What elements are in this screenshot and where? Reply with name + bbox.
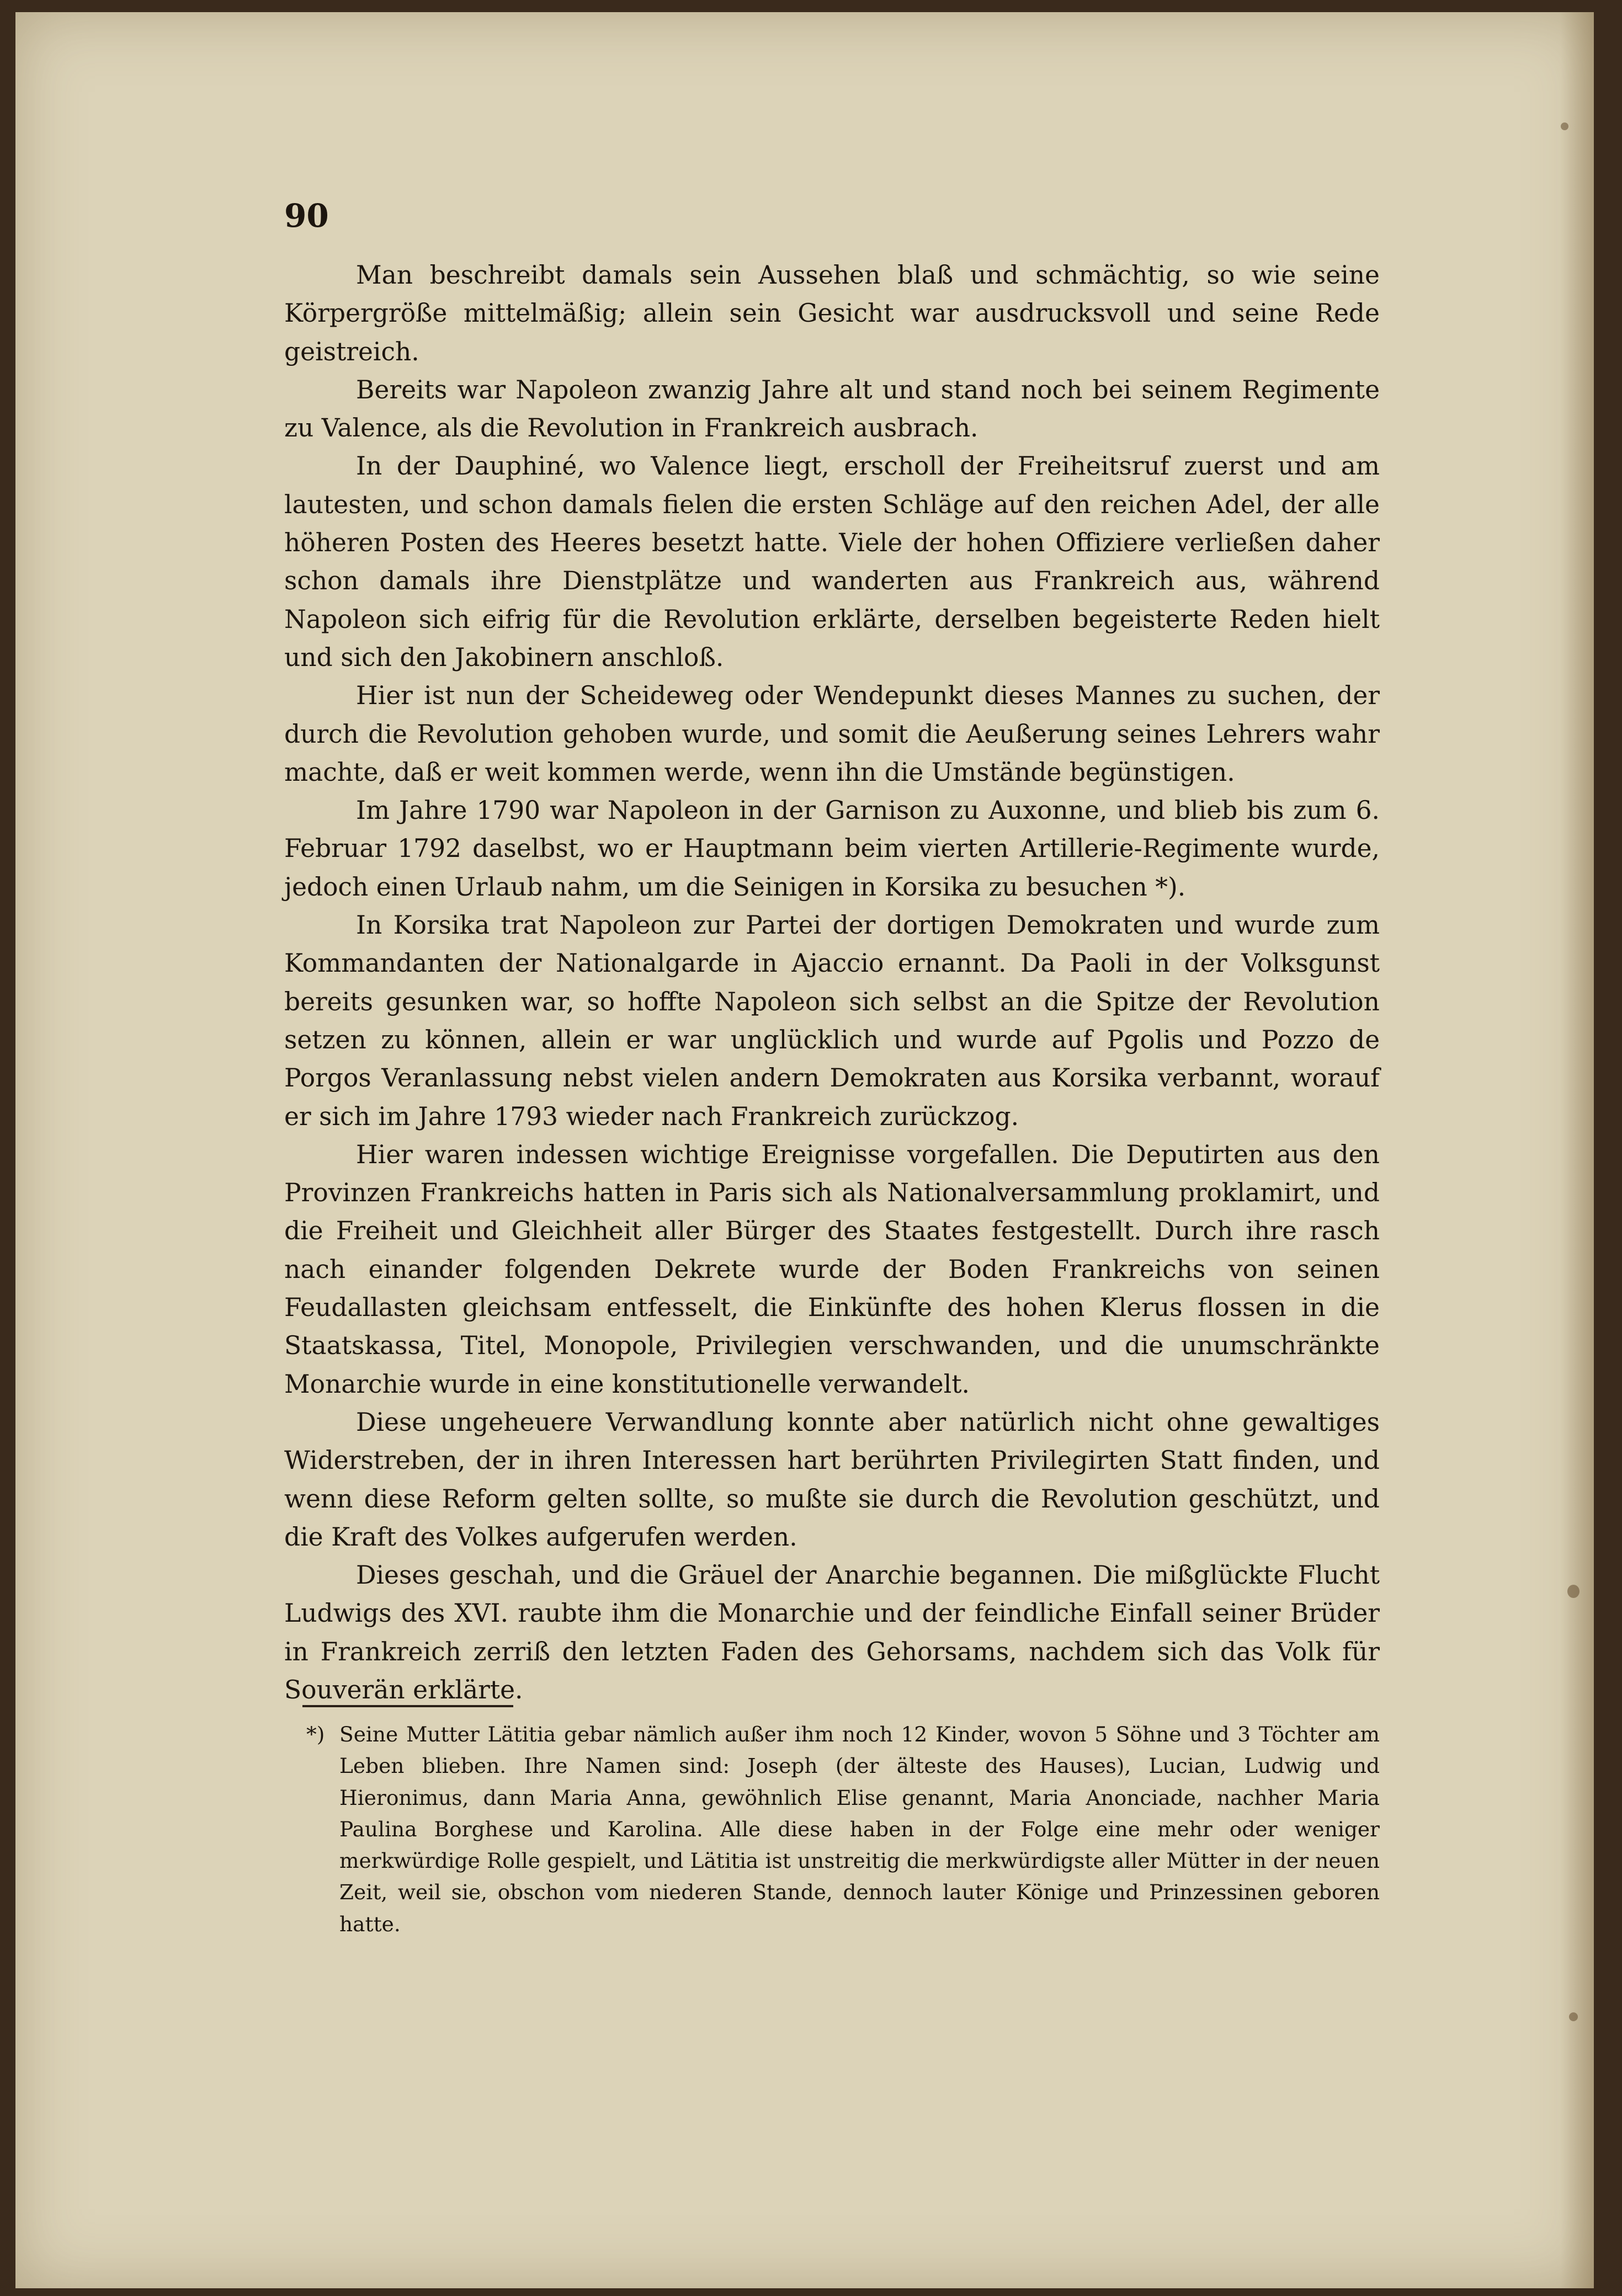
page-gutter-shadow xyxy=(1561,12,1594,2288)
paragraph: In der Dauphiné, wo Valence liegt, erscholl der Freiheitsruf zuerst und am lautesten, und schon damals fielen die ersten Schläge auf den reichen Adel, der alle höheren Posten des Heeres besetzt hatte. Viele der hohen Offiziere verließen daher schon damals ihre Dienstplätze und wanderten aus Frankreich aus, während Napoleon sich eifrig für die Revolution erklärte, derselben begeisterte Reden hielt und sich den Jakobinern anschloß. xyxy=(284,451,1380,672)
footnote-divider xyxy=(302,1705,513,1707)
main-text xyxy=(284,256,1380,1709)
paragraph: Dieses geschah, und die Gräuel der Anarchie begannen. Die mißglückte Flucht Ludwigs des XVI. raubte ihm die Monarchie und der feindliche Einfall seiner Brüder in Frankreich zerriß den letzten Faden des Gehorsams, nachdem sich das Volk für Souverän erklärte. xyxy=(284,1560,1380,1704)
footnote-text: Seine Mutter Lätitia gebar nämlich außer ihm noch 12 Kinder, wovon 5 Söhne und 3 Töchter am Leben blieben. Ihre Namen sind: Joseph (der älteste des Hauses), Lucian, Ludwig und Hieronimus, dann Maria Anna, gewöhnlich Elise genannt, Maria Anonciade, nachher Maria Paulina Borghese und Karolina. Alle diese haben in der Folge eine mehr oder weniger merkwürdige Rolle gespielt, und Lätitia ist unstreitig die merkwürdigste aller Mütter in der neuen Zeit, weil sie, obschon vom niederen Stande, dennoch lauter Könige und Prinzessinen geboren hatte. xyxy=(339,1722,1380,1936)
paragraph: Hier ist nun der Scheideweg oder Wendepunkt dieses Mannes zu suchen, der durch die Revolution gehoben wurde, und somit die Aeußerung seines Lehrers wahr machte, daß er weit kommen werde, wenn ihn die Umstände begünstigen. xyxy=(284,681,1380,787)
paragraph: In Korsika trat Napoleon zur Partei der dortigen Demokraten und wurde zum Kommandanten der Nationalgarde in Ajaccio ernannt. Da Paoli in der Volksgunst bereits gesunken war, so hoffte Napoleon sich selbst an die Spitze der Revolution setzen zu können, allein er war unglücklich und wurde auf Pgolis und Pozzo de Porgos Veranlassung nebst vielen andern Demokraten aus Korsika verbannt, worauf er sich im Jahre 1793 wieder nach Frankreich zurückzog. xyxy=(284,910,1380,1131)
paragraph: Man beschreibt damals sein Aussehen blaß und schmächtig, so wie seine Körpergröße mittelmäßig; allein sein Gesicht war ausdrucksvoll und seine Rede geistreich. xyxy=(284,260,1380,366)
paragraph: Im Jahre 1790 war Napoleon in der Garnison zu Auxonne, und blieb bis zum 6. Februar 1792 daselbst, wo er Hauptmann beim vierten Artillerie-Regimente wurde, jedoch einen Urlaub nahm, um die Seinigen in Korsika zu besuchen *). xyxy=(284,796,1380,902)
paragraph: Diese ungeheuere Verwandlung konnte aber natürlich nicht ohne gewaltiges Widerstreben, der in ihren Interessen hart berührten Privilegirten Statt finden, und wenn diese Reform gelten sollte, so mußte sie durch die Revolution geschützt, und die Kraft des Volkes aufgerufen werden. xyxy=(284,1407,1380,1552)
paragraph: Hier waren indessen wichtige Ereignisse vorgefallen. Die Deputirten aus den Provinzen Frankreichs hatten in Paris sich als Nationalversammlung proklamirt, und die Freiheit und Gleichheit aller Bürger des Staates festgestellt. Durch ihre rasch nach einander folgenden Dekrete wurde der Boden Frankreichs von seinen Feudallasten gleichsam entfesselt, die Einkünfte des hohen Klerus flossen in die Staatskassa, Titel, Monopole, Privilegien verschwanden, und die unumschränkte Monarchie wurde in eine konstitutionelle verwandelt. xyxy=(284,1139,1380,1399)
paper-stain xyxy=(1561,122,1568,130)
paper-stain xyxy=(1567,1585,1580,1598)
paragraph: Bereits war Napoleon zwanzig Jahre alt und stand noch bei seinem Regimente zu Valence, als die Revolution in Frankreich ausbrach. xyxy=(284,375,1380,443)
footnote xyxy=(306,1719,1380,1940)
footnote-marker: *) xyxy=(306,1722,325,1746)
book-page xyxy=(15,12,1594,2288)
page-number: 90 xyxy=(284,197,329,235)
paper-stain xyxy=(1569,2012,1578,2021)
